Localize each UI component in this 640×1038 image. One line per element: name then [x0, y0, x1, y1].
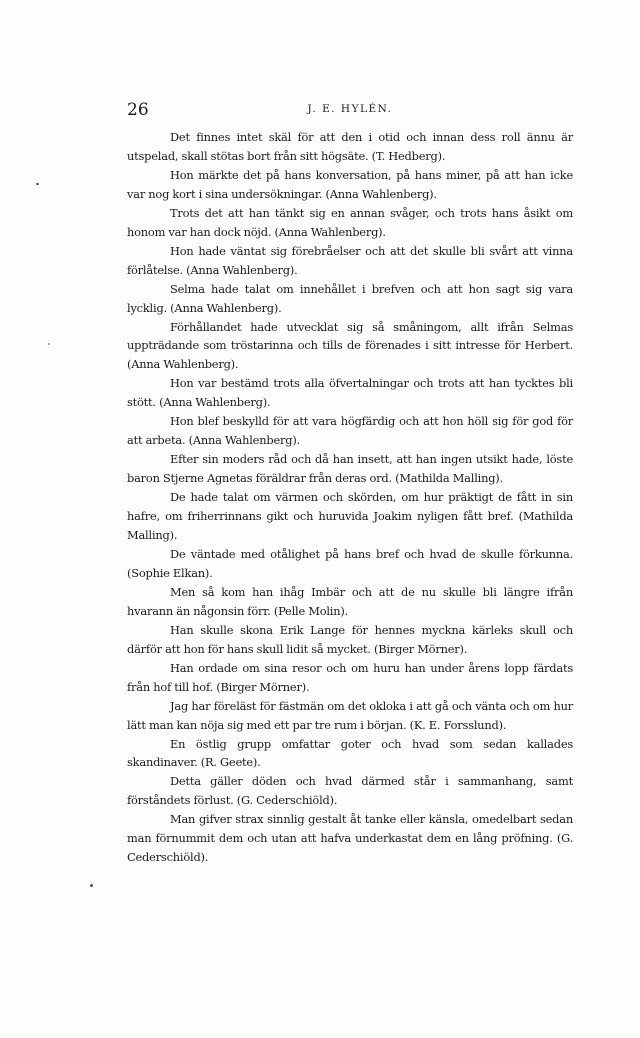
paragraph: Trots det att han tänkt sig en annan svåger, och trots hans åsikt om honom var han dock nöjd. (Anna Wahlenberg). — [127, 205, 573, 239]
paragraph: De väntade med otålighet på hans bref och hvad de skulle förkunna. (Sophie Elkan). — [127, 546, 573, 580]
paragraph: Man gifver strax sinnlig gestalt åt tanke eller känsla, omedelbart sedan man förnummit dem och utan att hafva underkastat dem en lång pröfning. (G. Cederschiöld). — [127, 812, 573, 865]
paragraph: Hon var bestämd trots alla öfvertalningar och trots att han tycktes bli stött. (Anna Wahlenberg). — [127, 376, 573, 410]
paragraph: Hon blef beskylld för att vara högfärdig och att hon höll sig för god för att arbeta. (Anna Wahlenberg). — [127, 414, 573, 448]
paragraph: Selma hade talat om innehållet i brefven och att hon sagt sig vara lycklig. (Anna Wahlenberg). — [127, 281, 573, 315]
paragraph: Hon märkte det på hans konversation, på hans miner, på att han icke var nog kort i sina undersökningar. (Anna Wahlenberg). — [127, 167, 573, 201]
scan-speck — [90, 884, 93, 887]
paragraph: Förhållandet hade utvecklat sig så småningom, allt ifrån Selmas uppträdande som tröstarinna och tills de förenades i sitt intresse för Herbert. (Anna Wahlenberg). — [127, 319, 573, 372]
paragraph: Men så kom han ihåg Imbär och att de nu skulle bli längre ifrån hvarann än någonsin förr. (Pelle Molin). — [127, 584, 573, 618]
paragraph: Detta gäller döden och hvad därmed står i sammanhang, samt förståndets förlust. (G. Cederschiöld). — [127, 774, 573, 808]
body-text — [127, 128, 573, 867]
paragraph: Hon hade väntat sig förebråelser och att det skulle bli svårt att vinna förlåtelse. (Anna Wahlenberg). — [127, 243, 573, 277]
page-number: 26 — [127, 100, 149, 120]
paragraph: Det finnes intet skäl för att den i otid och innan dess roll ännu är utspelad, skall stötas bort från sitt högsäte. (T. Hedberg). — [127, 130, 573, 163]
paragraph: Han ordade om sina resor och om huru han under årens lopp färdats från hof till hof. (Birger Mörner). — [127, 660, 573, 694]
paragraph: En östlig grupp omfattar goter och hvad som sedan kallades skandinaver. (R. Geete). — [127, 736, 573, 770]
running-head: J. E. HYLÉN. — [307, 103, 393, 115]
paragraph: Efter sin moders råd och då han insett, att han ingen utsikt hade, löste baron Stjerne Agnetas föräldrar från deras ord. (Mathilda Malling). — [127, 452, 573, 486]
scan-speck — [36, 183, 39, 185]
paragraph: Jag har föreläst för fästmän om det okloka i att gå och vänta och om hur lätt man kan nöja sig med ett par tre rum i början. (K. E. Forsslund). — [127, 698, 573, 732]
page-header — [127, 100, 573, 122]
paragraph: Han skulle skona Erik Lange för hennes myckna kärleks skull och därför att hon för hans skull lidit så mycket. (Birger Mörner). — [127, 622, 573, 656]
scan-speck — [48, 343, 50, 345]
paragraph: De hade talat om värmen och skörden, om hur präktigt de fått in sin hafre, om friherrinnans gikt och huruvida Joakim nyligen fått bref. (Mathilda Malling). — [127, 490, 573, 543]
